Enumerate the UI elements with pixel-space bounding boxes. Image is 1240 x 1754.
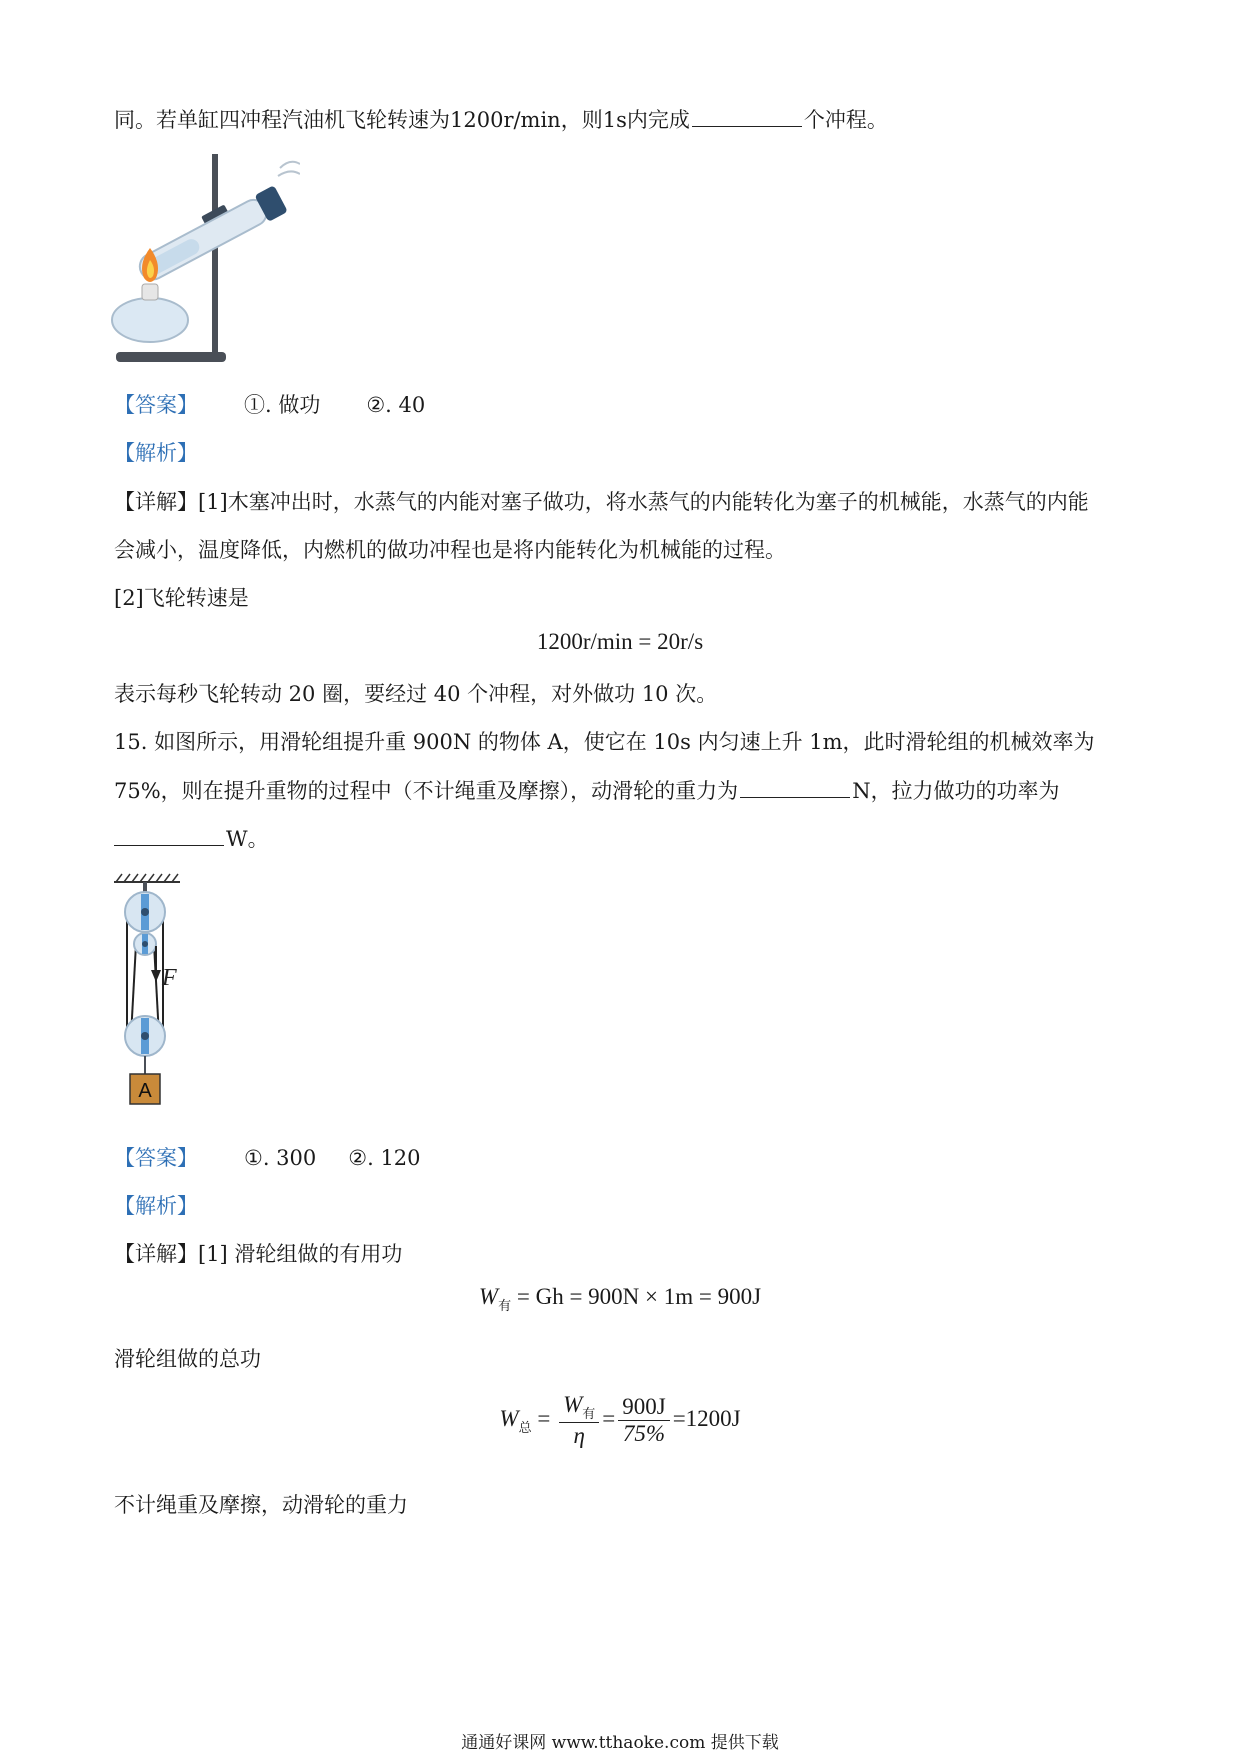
question-14-tail: [114, 104, 888, 134]
test-tube-heating-figure: [110, 148, 300, 368]
q14-analysis-tag: 【解析】: [114, 441, 198, 465]
answer-blank: [692, 106, 802, 127]
answer-option-2: ②. 120: [348, 1146, 421, 1170]
stand-rod: [212, 154, 218, 356]
q14-detail-p2: [2]飞轮转速是: [114, 586, 249, 610]
q15-detail-p3: 不计绳重及摩擦，动滑轮的重力: [114, 1493, 408, 1517]
question-15-line3: [114, 823, 269, 853]
detail-text: [1] 滑轮组做的有用功: [198, 1242, 403, 1266]
answer-option-1: ①. 300: [244, 1146, 317, 1170]
detail-tag: 【详解】: [114, 1242, 198, 1266]
q15-detail-p2: 滑轮组做的总功: [114, 1347, 261, 1371]
q14-text-a: 同。若单缸四冲程汽油机飞轮转速为1200r/min，则1s内完成: [114, 108, 690, 132]
q15-text-a: 75%，则在提升重物的过程中（不计绳重及摩擦），动滑轮的重力为: [114, 779, 739, 803]
answer-option-2: ②. 40: [366, 393, 426, 417]
q14-detail-p1b: 会减小，温度降低，内燃机的做功冲程也是将内能转化为机械能的过程。: [114, 538, 786, 562]
q15-analysis-tag: 【解析】: [114, 1194, 198, 1218]
answer-blank: [740, 777, 850, 798]
q14-text-b: 个冲程。: [803, 108, 888, 132]
alcohol-lamp: [112, 298, 188, 342]
answer-tag: 【答案】: [114, 393, 198, 417]
q15-answer-row: [114, 1142, 421, 1172]
q14-formula: 1200r/min = 20r/s: [536, 629, 704, 654]
q14-answer-row: [114, 389, 425, 419]
force-label: F: [162, 965, 177, 991]
pulley-system-figure: [110, 868, 220, 1108]
detail-tag: 【详解】: [114, 490, 198, 514]
q15-detail-p1: [114, 1238, 402, 1268]
detail-text: [1]木塞冲出时，水蒸气的内能对塞子做功，将水蒸气的内能转化为塞子的机械能，水蒸气的内能: [198, 490, 1089, 514]
question-15-line2: [114, 775, 1060, 805]
answer-tag: 【答案】: [114, 1146, 198, 1170]
block-label: A: [138, 1080, 152, 1102]
fraction-w-over-eta: $\frac{W_有}{\eta}$: [559, 1392, 599, 1449]
answer-blank: [114, 825, 224, 846]
q15-text-b: N，拉力做功的功率为: [852, 779, 1060, 803]
q15-text-c: W。: [226, 827, 269, 851]
stand-base: [116, 352, 226, 362]
q14-detail-p3: 表示每秒飞轮转动 20 圈，要经过 40 个冲程，对外做功 10 次。: [114, 682, 718, 706]
q14-detail-p1a: [114, 486, 1089, 516]
page-footer: 通通好课网 www.tthaoke.com 提供下载: [461, 1733, 779, 1753]
q15-formula-useful-work: $W_有 = Gh = 900N \times 1m = 900J$: [478, 1284, 762, 1313]
question-15-line1: 15. 如图所示，用滑轮组提升重 900N 的物体 A，使它在 10s 内匀速上升 1m，此时滑轮组的机械效率为: [114, 730, 1095, 754]
q15-formula-total-work: $W_总$ = $\frac{W_有}{\eta}$ = $\frac{900J}{75\%}$ =1200J: [499, 1392, 741, 1448]
ceiling-hatch: [116, 874, 178, 882]
fraction-values: $\frac{900J}{75\%}$: [618, 1394, 669, 1447]
answer-option-1: ①. 做功: [244, 393, 321, 417]
steam-lines: [278, 162, 300, 176]
